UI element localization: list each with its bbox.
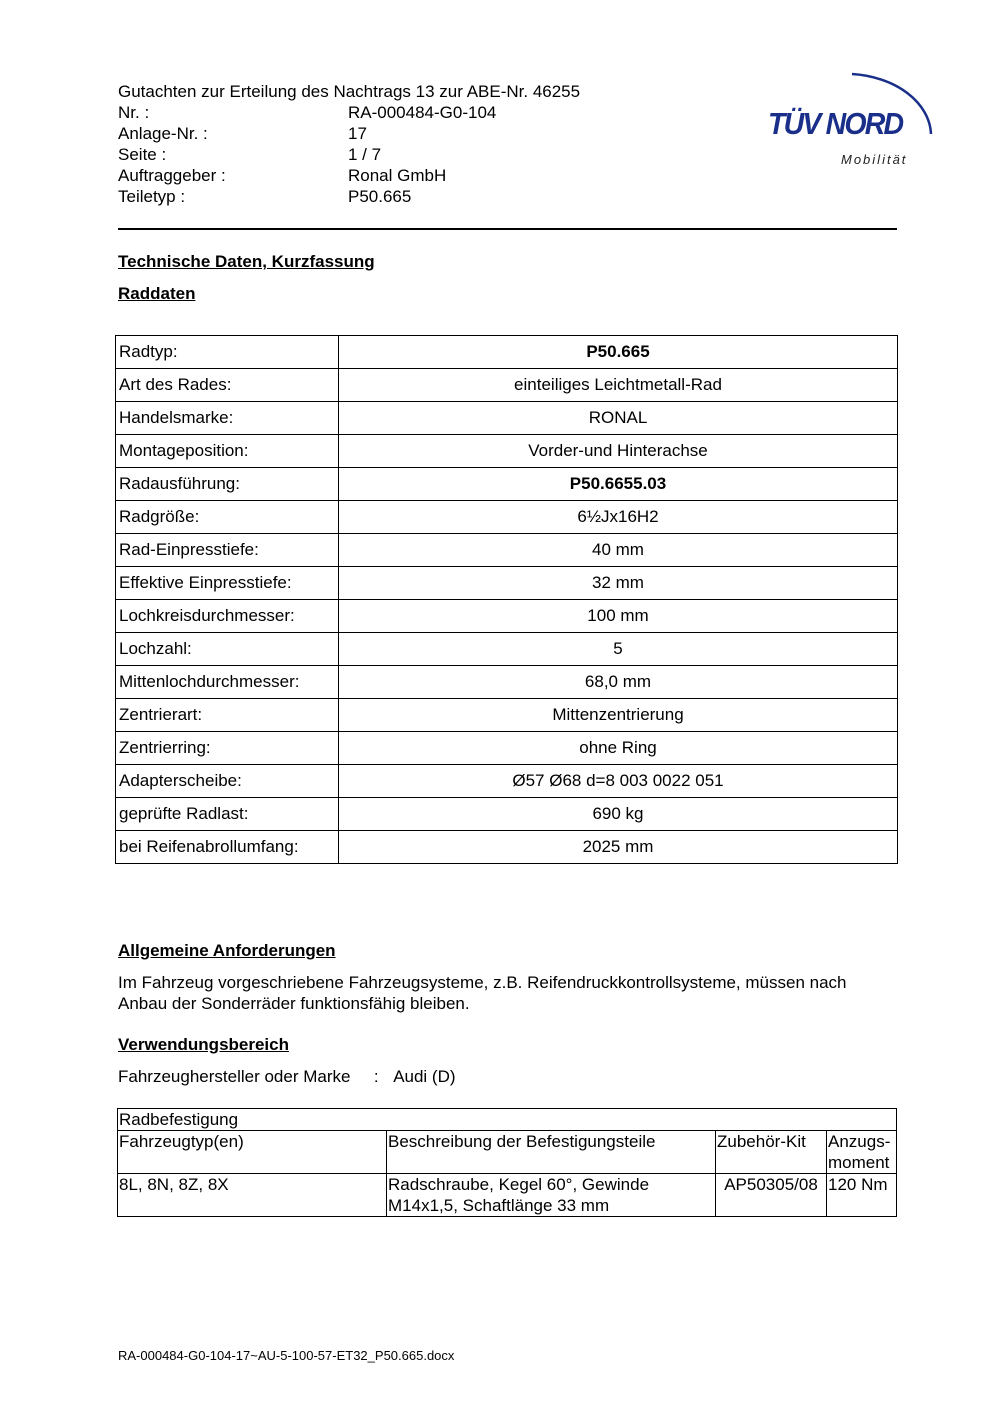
raddaten-label: Radausführung: [116,468,339,501]
heading-raddaten: Raddaten [118,284,196,303]
raddaten-label: Art des Rades: [116,369,339,402]
header-value: 17 [348,124,367,143]
fahrzeughersteller-separator: : [373,1067,379,1086]
table-row [116,600,898,633]
table-row [116,666,898,699]
header-label: Seite : [118,145,167,164]
header-row-nr [118,102,678,123]
raddaten-label: bei Reifenabrollumfang: [116,831,339,864]
table-row [116,369,898,402]
cell-beschreibung: Radschraube, Kegel 60°, Gewinde M14x1,5, Schaftlänge 33 mm [387,1174,716,1217]
raddaten-value: 40 mm [339,534,898,567]
cell-zubehoer-kit: AP50305/08 [716,1174,827,1217]
header-label: Teiletyp : [118,187,186,206]
table-row [116,765,898,798]
table-row [116,633,898,666]
raddaten-value: RONAL [339,402,898,435]
table-row [116,567,898,600]
radbefestigung-title: Radbefestigung [118,1109,897,1131]
heading-technische-daten: Technische Daten, Kurzfassung [118,252,375,271]
raddaten-label: Radtyp: [116,336,339,369]
col-header-anzugsmoment: Anzugs- moment [827,1131,897,1174]
table-row [116,501,898,534]
col-header-zubehoer-kit: Zubehör-Kit [716,1131,827,1174]
logo-wordmark: TÜV NORD [768,106,903,141]
logo-subtitle: Mobilität [841,152,908,167]
header-row-auftraggeber [118,165,678,186]
raddaten-value: 5 [339,633,898,666]
fahrzeughersteller-value: Audi (D) [393,1067,456,1086]
allgemeine-text: Im Fahrzeug vorgeschriebene Fahrzeugsysteme, z.B. Reifendruckkontrollsysteme, müssen nach Anbau der Sonderräder funktionsfähig bleiben. [118,973,847,1013]
header-label: Anlage-Nr. : [118,124,208,143]
raddaten-value: 2025 mm [339,831,898,864]
document-header [118,81,678,207]
cell-fahrzeugtyp: 8L, 8N, 8Z, 8X [118,1174,387,1217]
raddaten-label: Mittenlochdurchmesser: [116,666,339,699]
raddaten-value: ohne Ring [339,732,898,765]
raddaten-label: geprüfte Radlast: [116,798,339,831]
raddaten-label: Zentrierring: [116,732,339,765]
raddaten-value: Mittenzentrierung [339,699,898,732]
tuv-nord-logo [760,56,945,176]
raddaten-label: Handelsmarke: [116,402,339,435]
raddaten-value: P50.665 [339,336,898,369]
header-value: RA-000484-G0-104 [348,103,497,122]
radbefestigung-title-row [118,1109,897,1131]
raddaten-value: 690 kg [339,798,898,831]
table-row [116,732,898,765]
table-row [116,798,898,831]
header-value: P50.665 [348,187,412,206]
col-header-fahrzeugtyp: Fahrzeugtyp(en) [118,1131,387,1174]
header-divider [118,228,897,230]
header-value: 1 / 7 [348,145,382,164]
table-row [116,831,898,864]
fahrzeughersteller-label: Fahrzeughersteller oder Marke [118,1067,351,1086]
raddaten-value: 100 mm [339,600,898,633]
header-label: Nr. : [118,103,150,122]
heading-allgemeine-anforderungen: Allgemeine Anforderungen [118,941,336,960]
table-row [118,1174,897,1217]
header-row-teiletyp [118,186,678,207]
header-row-seite [118,144,678,165]
raddaten-value: P50.6655.03 [339,468,898,501]
header-row-anlage [118,123,678,144]
header-value: Ronal GmbH [348,166,447,185]
raddaten-value: 32 mm [339,567,898,600]
radbefestigung-header-row [118,1131,897,1174]
raddaten-label: Lochzahl: [116,633,339,666]
raddaten-value: 68,0 mm [339,666,898,699]
radbefestigung-table [117,1108,897,1217]
raddaten-label: Radgröße: [116,501,339,534]
document-footer: RA-000484-G0-104-17~AU-5-100-57-ET32_P50.665.docx [118,1348,455,1363]
fahrzeughersteller-line [118,1066,456,1088]
raddaten-value: Ø57 Ø68 d=8 003 0022 051 [339,765,898,798]
raddaten-label: Montageposition: [116,435,339,468]
heading-verwendungsbereich: Verwendungsbereich [118,1035,289,1054]
raddaten-label: Effektive Einpresstiefe: [116,567,339,600]
raddaten-value: 6½Jx16H2 [339,501,898,534]
table-row [116,468,898,501]
raddaten-label: Rad-Einpresstiefe: [116,534,339,567]
raddaten-value: einteiliges Leichtmetall-Rad [339,369,898,402]
raddaten-label: Zentrierart: [116,699,339,732]
raddaten-value: Vorder-und Hinterachse [339,435,898,468]
raddaten-label: Lochkreisdurchmesser: [116,600,339,633]
header-label: Auftraggeber : [118,166,226,185]
raddaten-label: Adapterscheibe: [116,765,339,798]
cell-anzugsmoment: 120 Nm [827,1174,897,1217]
col-header-beschreibung: Beschreibung der Befestigungsteile [387,1131,716,1174]
table-row [116,336,898,369]
table-row [116,402,898,435]
document-title: Gutachten zur Erteilung des Nachtrags 13 zur ABE-Nr. 46255 [118,82,581,101]
raddaten-table [115,335,898,864]
table-row [116,699,898,732]
table-row [116,435,898,468]
table-row [116,534,898,567]
